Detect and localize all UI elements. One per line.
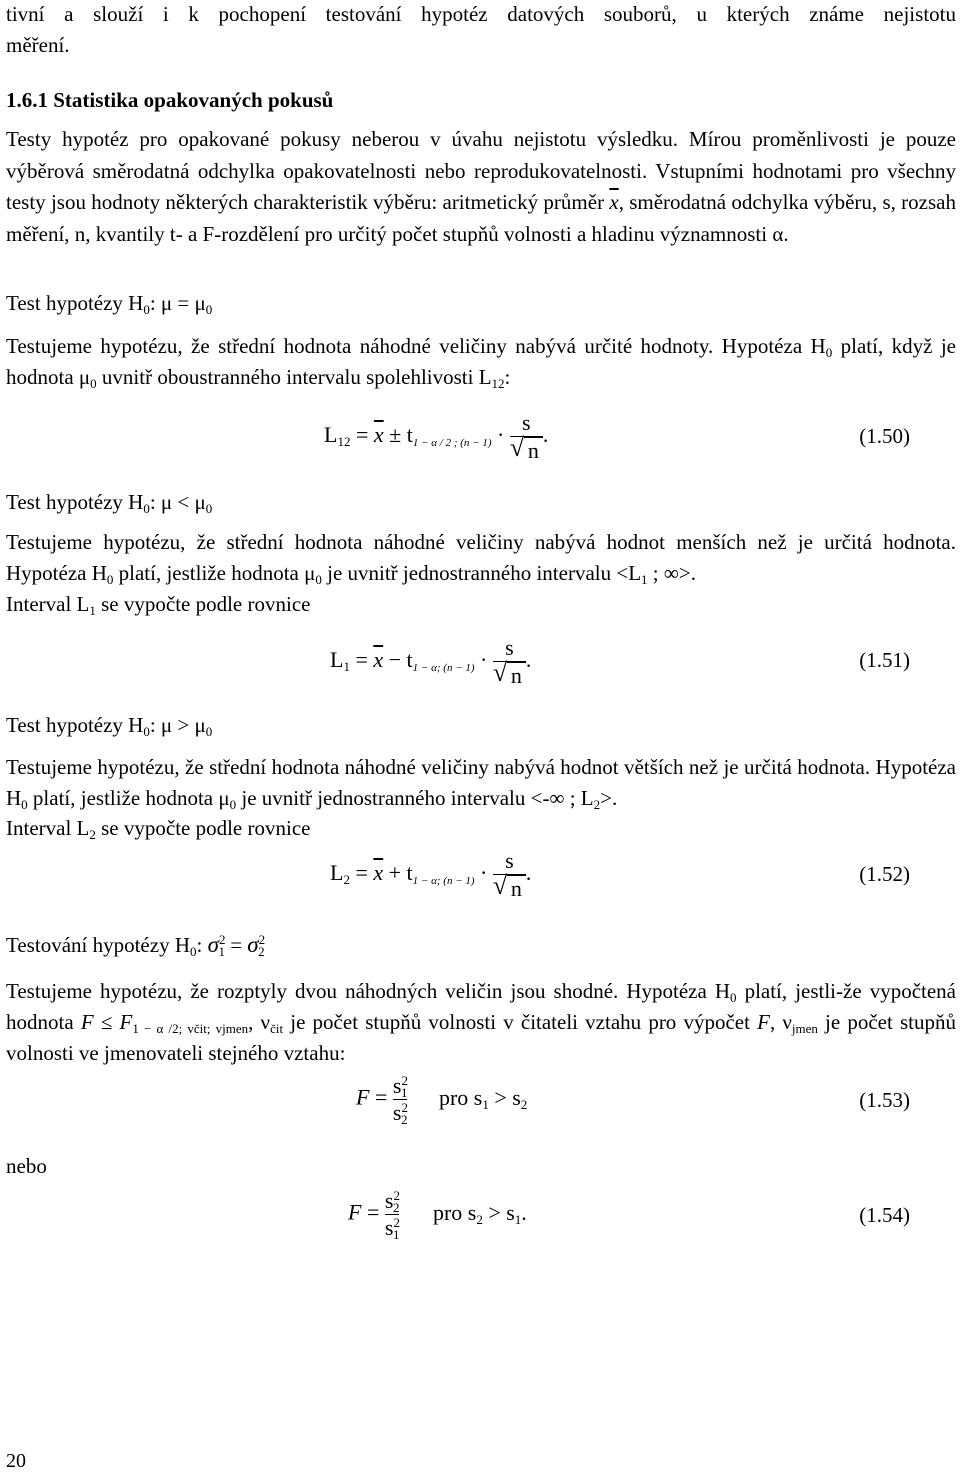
sigma-symbol: σ — [247, 932, 259, 957]
test2-description — [6, 527, 956, 589]
sqrt-symbol: √ n — [493, 875, 526, 902]
superscript-two: 2 — [401, 1073, 408, 1088]
equation-number-1-50: (1.50) — [859, 424, 910, 448]
eq-denominator — [393, 1100, 408, 1126]
F-symbol: F — [80, 1010, 94, 1034]
sub-zero: 0 — [21, 797, 28, 812]
sub-two: 2 — [89, 827, 96, 842]
eq-lhs: L — [324, 422, 338, 448]
eq-dot: · — [474, 860, 493, 886]
eq153-condition — [439, 1085, 527, 1110]
sub-zero: 0 — [205, 302, 213, 317]
sub-one: 1 — [392, 1227, 400, 1242]
equation-1-51 — [330, 635, 531, 689]
para1-text-b: , směrodatná odchylka výběru, s, rozsah měření, n, kvantily t- a F-rozdělení pro určitý počet stupňů volnosti a hladinu významnosti α. — [6, 190, 956, 246]
test4-desc-d: je počet stupňů volnosti v čitateli vztahu pro výpočet — [283, 1010, 758, 1034]
eq-equals: = — [349, 860, 374, 886]
sub-one: 1 — [514, 1211, 522, 1227]
eq154-condition — [433, 1200, 527, 1225]
test1-relation: : μ = μ — [149, 291, 206, 315]
eq-period: . — [525, 647, 532, 673]
sub-zero: 0 — [825, 345, 833, 360]
sub-zero: 0 — [730, 990, 737, 1005]
test2-desc-b: platí, jestliže hodnota μ — [113, 561, 316, 585]
sub-12: 12 — [491, 376, 505, 391]
intro-line-2: měření. — [6, 33, 70, 57]
F-symbol: F — [757, 1010, 770, 1034]
sigma-symbol: σ — [207, 932, 219, 957]
sub-zero: 0 — [205, 724, 213, 739]
superscript-two: 2 — [218, 932, 226, 947]
section-title: Statistika opakovaných pokusů — [53, 88, 334, 112]
test2-label: Test hypotézy H — [6, 490, 144, 514]
cond-gt: > s — [488, 1084, 521, 1110]
test3-label: Test hypotézy H — [6, 713, 144, 737]
paragraph-text — [6, 124, 956, 250]
eq-lhs-sub: 12 — [337, 434, 351, 450]
nu-sub-cit: čit — [270, 1021, 284, 1036]
test2-interval-line — [6, 589, 310, 620]
test1-heading — [6, 288, 212, 319]
test1-desc-b: platí, když je hodnota μ — [6, 334, 956, 389]
test4-label: Testování hypotézy H — [6, 933, 190, 957]
sqrt-symbol: √ n — [510, 437, 543, 464]
sub-one: 1 — [218, 944, 225, 959]
sub-zero: 0 — [90, 376, 97, 391]
cond-text: pro s — [438, 1084, 483, 1110]
section-number: 1.6.1 — [6, 88, 48, 112]
sqrt-body: n — [507, 662, 526, 689]
test2-relation: : μ < μ — [149, 490, 206, 514]
s-symbol: s — [384, 1188, 394, 1213]
nebo-text: nebo — [6, 1154, 47, 1178]
eq-lhs: F — [348, 1199, 362, 1225]
sub-zero: 0 — [143, 501, 150, 516]
test4-equals: = — [224, 933, 248, 957]
eq-fraction — [385, 1188, 400, 1241]
sub-one: 1 — [482, 1096, 489, 1112]
equation-1-53 — [356, 1073, 527, 1126]
sub-zero: 0 — [315, 572, 322, 587]
superscript-two: 2 — [393, 1188, 400, 1203]
sqrt-symbol: √ n — [493, 662, 526, 689]
equation-1-50 — [324, 410, 548, 464]
s-symbol: s — [384, 1215, 394, 1240]
sub-one: 1 — [641, 572, 648, 587]
sqrt-body: n — [524, 437, 543, 464]
test4-desc-f: je počet stupňů volnosti ve jmenovateli stejného vztahu: — [6, 1010, 957, 1065]
superscript-two: 2 — [393, 1215, 400, 1230]
eq-t-sub: 1 − α / 2 ; (n − 1) — [412, 437, 492, 450]
intro-text: tivní a slouží i k pochopení testování hypotéz datových souborů, u kterých známe nejistotu — [6, 2, 956, 26]
test4-desc-b: platí, jestli-že vypočtená hodnota — [6, 979, 957, 1034]
test1-desc-c: uvnitř oboustranného intervalu spolehlivosti L — [96, 365, 492, 389]
test4-desc-c: , ν — [248, 1010, 271, 1034]
test3-desc-b: platí, jestliže hodnota μ — [27, 786, 230, 810]
sub-two: 2 — [520, 1096, 528, 1112]
sub-zero: 0 — [190, 944, 197, 959]
test2-desc-c: je uvnitř jednostranného intervalu <L — [321, 561, 642, 585]
eq-denominator — [509, 433, 543, 464]
sub-zero: 0 — [205, 501, 213, 516]
eq-period: . — [521, 1199, 527, 1225]
F-symbol: F — [119, 1010, 133, 1034]
para1-text-a: Testy hypotéz pro opakované pokusy neberou v úvahu nejistotu výsledku. Mírou proměnlivosti je pouze výběrová směrodatná odchylka opakovatelnosti nebo reprodukovatelnosti. Vstupními hodnotami pro všechny testy jsou hodnoty některých charakteristik výběru: aritmetický průměr — [6, 127, 956, 214]
sub-zero: 0 — [143, 724, 150, 739]
sub-two: 2 — [400, 1112, 408, 1127]
cond-text: pro s — [432, 1199, 477, 1225]
eq-numerator: s — [522, 410, 531, 435]
test3-desc-text — [6, 752, 956, 814]
paragraph-intro — [6, 124, 956, 250]
F-subscript: 1 − α /2; včit; vjmen — [132, 1021, 249, 1036]
eq-numerator — [393, 1073, 408, 1099]
eq-fraction — [393, 1073, 408, 1126]
test2-desc-e: Interval L — [6, 592, 90, 616]
test3-heading — [6, 710, 212, 741]
sub-one: 1 — [400, 1085, 408, 1100]
eq-fraction — [510, 410, 543, 464]
eq-equals: = — [350, 422, 374, 448]
test1-description — [6, 331, 956, 393]
sub-one: 1 — [89, 603, 96, 618]
xbar-symbol: $\overline{x}$ — [609, 190, 619, 214]
test2-desc-text — [6, 527, 956, 589]
eq-numerator: s — [505, 635, 514, 660]
equation-number-1-54: (1.54) — [859, 1203, 910, 1227]
eq-numerator: s — [505, 848, 514, 873]
test3-desc-f: se vypočte podle rovnice — [95, 816, 311, 840]
test4-colon: : — [196, 933, 208, 957]
eq-fraction — [493, 848, 526, 902]
sub-zero: 0 — [143, 302, 150, 317]
test3-desc-d: >. — [600, 786, 618, 810]
test1-desc-text — [6, 331, 956, 393]
equation-1-54 — [348, 1188, 527, 1241]
eq-fraction — [493, 635, 526, 689]
sub-two: 2 — [593, 797, 601, 812]
eq-xbar: $\overline{x}$ — [373, 860, 384, 886]
sub-zero: 0 — [106, 572, 114, 587]
eq-pm-t: ± t — [383, 422, 413, 448]
test2-desc-d: ; ∞>. — [647, 561, 696, 585]
sqrt-body: n — [507, 875, 526, 902]
test2-desc-a: Testujeme hypotézu, že střední hodnota náhodné veličiny nabývá hodnot menších než je určitá hodnota. Hypotéza H — [6, 530, 956, 585]
cond-gt: > s — [482, 1199, 515, 1225]
eq-denominator — [385, 1215, 400, 1241]
equation-number-1-53: (1.53) — [859, 1088, 910, 1112]
equation-number-1-51: (1.51) — [859, 648, 910, 672]
equation-number-1-52: (1.52) — [859, 862, 910, 886]
eq-equals: = — [369, 1084, 393, 1110]
s-symbol: s — [392, 1073, 402, 1098]
test4-desc-a: Testujeme hypotézu, že rozptyly dvou náhodných veličin jsou shodné. Hypotéza H — [6, 979, 731, 1003]
eq-minus-t: − t — [383, 647, 413, 673]
eq-equals: = — [361, 1199, 385, 1225]
test2-desc-f: se vypočte podle rovnice — [95, 592, 311, 616]
superscript-two: 2 — [258, 932, 266, 947]
eq-xbar: $\overline{x}$ — [373, 647, 384, 673]
test3-description — [6, 752, 956, 814]
eq-denominator — [492, 871, 526, 902]
test3-interval-line — [6, 813, 310, 844]
test4-desc-e: , ν — [769, 1010, 792, 1034]
test1-desc-end: : — [504, 365, 511, 389]
sub-two: 2 — [258, 944, 265, 959]
page-number: 20 — [6, 1450, 26, 1472]
test1-desc-a: Testujeme hypotézu, že střední hodnota náhodné veličiny nabývá určité hodnoty. Hypotéza H — [6, 334, 826, 358]
eq-xbar: $\overline{x}$ — [373, 422, 384, 448]
eq-equals: = — [349, 647, 374, 673]
intro-line-1 — [6, 0, 956, 30]
eq-lhs-sub: 2 — [343, 872, 350, 888]
eq-lhs: L — [330, 860, 344, 886]
sub-two: 2 — [476, 1211, 483, 1227]
equation-1-52 — [330, 848, 531, 902]
eq-period: . — [525, 860, 532, 886]
test4-description — [6, 976, 956, 1069]
eq-lhs: F — [356, 1084, 370, 1110]
sub-two: 2 — [392, 1200, 400, 1215]
eq-t-sub: 1 − α; (n − 1) — [412, 875, 475, 888]
test4-heading — [6, 929, 265, 961]
test4-desc-text — [6, 976, 956, 1069]
eq-t-sub: 1 − α; (n − 1) — [412, 662, 475, 675]
test3-desc-c: je uvnitř jednostranného intervalu <-∞ ; L — [236, 786, 594, 810]
test2-heading — [6, 487, 212, 518]
eq-plus-t: + t — [383, 860, 413, 886]
test3-desc-e: Interval L — [6, 816, 90, 840]
sub-zero: 0 — [229, 797, 237, 812]
eq-numerator — [385, 1188, 400, 1214]
eq-dot: · — [491, 422, 510, 448]
eq-lhs-sub: 1 — [343, 659, 350, 675]
section-heading — [6, 85, 333, 116]
test1-label: Test hypotézy H — [6, 291, 144, 315]
nu-sub-jmen: jmen — [791, 1021, 818, 1036]
s-symbol: s — [392, 1100, 402, 1125]
eq-period: . — [542, 422, 549, 448]
test3-relation: : μ > μ — [149, 713, 206, 737]
test3-desc-a: Testujeme hypotézu, že střední hodnota náhodné veličiny nabývá hodnot větších než je určitá hodnota. Hypotéza H — [6, 755, 956, 810]
eq-denominator — [492, 658, 526, 689]
superscript-two: 2 — [401, 1100, 408, 1115]
le-symbol: ≤ — [93, 1010, 120, 1034]
eq-lhs: L — [330, 647, 344, 673]
eq-dot: · — [474, 647, 493, 673]
